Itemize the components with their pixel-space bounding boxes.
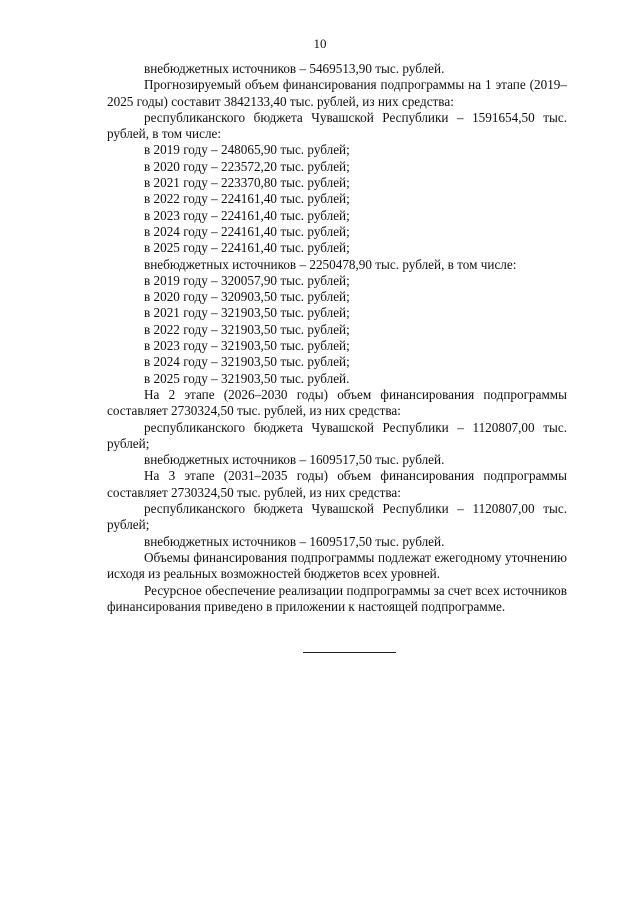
list-item: в 2019 году – 320057,90 тыс. рублей; <box>144 272 350 288</box>
list-item: в 2021 году – 223370,80 тыс. рублей; <box>144 175 350 191</box>
document-body <box>107 61 567 615</box>
page-number: 10 <box>313 36 327 51</box>
list-item: в 2023 году – 321903,50 тыс. рублей; <box>144 338 350 354</box>
paragraph: На 2 этапе (2026–2030 годы) объем финансирования подпрограммы составляет 2730324,50 тыс. рублей, из них средства: <box>107 386 567 419</box>
list-item: в 2019 году – 248065,90 тыс. рублей; <box>144 142 350 158</box>
paragraph: внебюджетных источников – 5469513,90 тыс. рублей. <box>144 61 445 76</box>
paragraph: республиканского бюджета Чувашской Республики – 1120807,00 тыс. рублей; <box>107 501 567 533</box>
paragraph: Объемы финансирования подпрограммы подлежат ежегодному уточнению исходя из реальных возможностей бюджетов всех уровней. <box>107 549 567 582</box>
list-item: в 2024 году – 224161,40 тыс. рублей; <box>144 223 350 239</box>
paragraph: внебюджетных источников – 1609517,50 тыс. рублей. <box>144 452 445 468</box>
list-item: в 2022 году – 224161,40 тыс. рублей; <box>144 191 350 207</box>
paragraph: На 3 этапе (2031–2035 годы) объем финансирования подпрограммы составляет 2730324,50 тыс. рублей, из них средства: <box>107 468 567 500</box>
paragraph: Прогнозируемый объем финансирования подпрограммы на 1 этапе (2019–2025 годы) составит 3842133,40 тыс. рублей, из них средства: <box>107 77 567 109</box>
list-item: в 2025 году – 321903,50 тыс. рублей. <box>144 370 350 386</box>
list-item: в 2023 году – 224161,40 тыс. рублей; <box>144 207 350 223</box>
list-item: в 2020 году – 320903,50 тыс. рублей; <box>144 289 350 305</box>
list-item: в 2022 году – 321903,50 тыс. рублей; <box>144 321 350 337</box>
separator-line <box>303 652 396 653</box>
list-item: в 2020 году – 223572,20 тыс. рублей; <box>144 158 350 174</box>
paragraph: республиканского бюджета Чувашской Республики – 1591654,50 тыс. рублей, в том числе: <box>107 109 567 142</box>
paragraph: Ресурсное обеспечение реализации подпрограммы за счет всех источников финансирования приведено в приложении к настоящей подпрограмме. <box>107 582 567 614</box>
paragraph: внебюджетных источников – 1609517,50 тыс. рублей. <box>144 533 445 549</box>
list-item: в 2021 году – 321903,50 тыс. рублей; <box>144 305 350 321</box>
list-item: в 2025 году – 224161,40 тыс. рублей; <box>144 240 350 256</box>
paragraph: республиканского бюджета Чувашской Республики – 1120807,00 тыс. рублей; <box>107 419 567 451</box>
paragraph: внебюджетных источников – 2250478,90 тыс. рублей, в том числе: <box>144 256 517 272</box>
list-item: в 2024 году – 321903,50 тыс. рублей; <box>144 354 350 370</box>
